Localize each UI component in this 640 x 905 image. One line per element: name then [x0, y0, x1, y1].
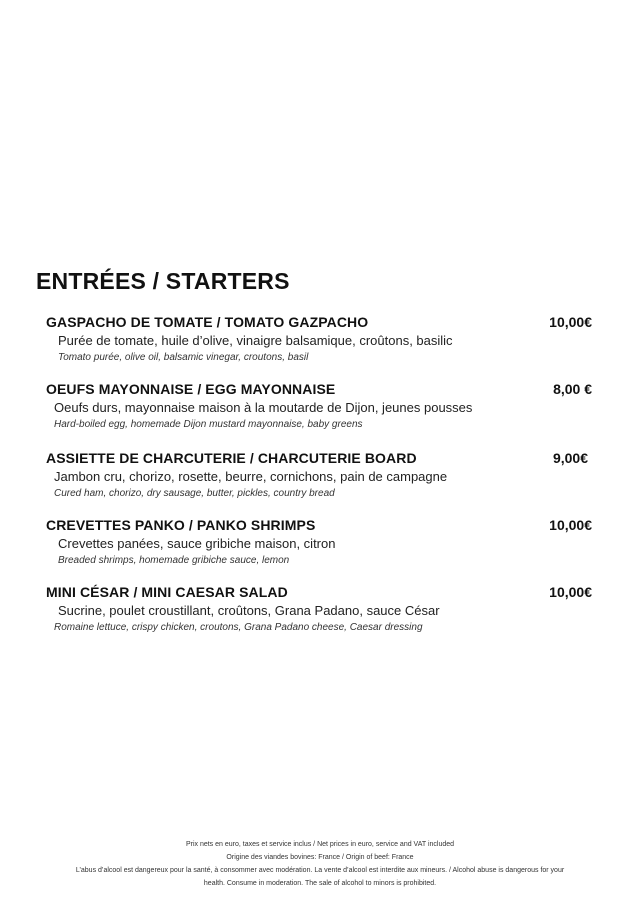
item-price: 8,00 €	[553, 381, 592, 397]
menu-item-gazpacho	[46, 314, 592, 363]
footer-alcohol-warning-cont: health. Consume in moderation. The sale of alcohol to minors is prohibited.	[203, 880, 437, 887]
item-description-fr: Sucrine, poulet croustillant, croûtons, Grana Padano, sauce César	[58, 603, 440, 618]
item-name: OEUFS MAYONNAISE / EGG MAYONNAISE	[46, 381, 336, 397]
menu-item-caesar-salad	[46, 584, 592, 633]
item-description-fr: Purée de tomate, huile d’olive, vinaigre balsamique, croûtons, basilic	[58, 333, 453, 348]
footer-beef-origin: Origine des viandes bovines: France / Origin of beef: France	[226, 854, 414, 861]
item-description-fr: Oeufs durs, mayonnaise maison à la moutarde de Dijon, jeunes pousses	[54, 400, 473, 415]
item-price: 9,00€	[552, 450, 588, 466]
footer-alcohol-warning: L’abus d’alcool est dangereux pour la santé, à consommer avec modération. La vente d’alcool est interdite aux mineurs. / Alcohol abuse is dangerous for your	[75, 867, 565, 874]
item-description-en: Romaine lettuce, crispy chicken, croutons, Grana Padano cheese, Caesar dressing	[54, 622, 423, 633]
item-description-en: Tomato purée, olive oil, balsamic vinegar, croutons, basil	[58, 352, 309, 363]
item-price: 10,00€	[549, 517, 592, 533]
footer-prices-note: Prix nets en euro, taxes et service inclus / Net prices in euro, service and VAT included	[185, 841, 455, 848]
item-price: 10,00€	[549, 314, 592, 330]
section-title: ENTRÉES / STARTERS	[36, 268, 290, 294]
item-name: ASSIETTE DE CHARCUTERIE / CHARCUTERIE BOARD	[46, 450, 417, 466]
item-description-fr: Crevettes panées, sauce gribiche maison, citron	[58, 536, 336, 551]
item-description-fr: Jambon cru, chorizo, rosette, beurre, cornichons, pain de campagne	[54, 469, 448, 484]
item-description-en: Breaded shrimps, homemade gribiche sauce, lemon	[58, 555, 290, 566]
item-description-en: Cured ham, chorizo, dry sausage, butter, pickles, country bread	[54, 488, 335, 499]
menu-item-charcuterie	[46, 450, 592, 499]
item-description-en: Hard-boiled egg, homemade Dijon mustard mayonnaise, baby greens	[54, 419, 363, 430]
item-price: 10,00€	[549, 584, 592, 600]
menu-item-egg-mayonnaise	[46, 381, 592, 430]
item-name: GASPACHO DE TOMATE / TOMATO GAZPACHO	[46, 314, 369, 330]
item-name: MINI CÉSAR / MINI CAESAR SALAD	[46, 584, 288, 600]
legal-footer	[60, 838, 580, 890]
item-name: CREVETTES PANKO / PANKO SHRIMPS	[46, 517, 316, 533]
menu-item-panko-shrimps	[46, 517, 592, 566]
